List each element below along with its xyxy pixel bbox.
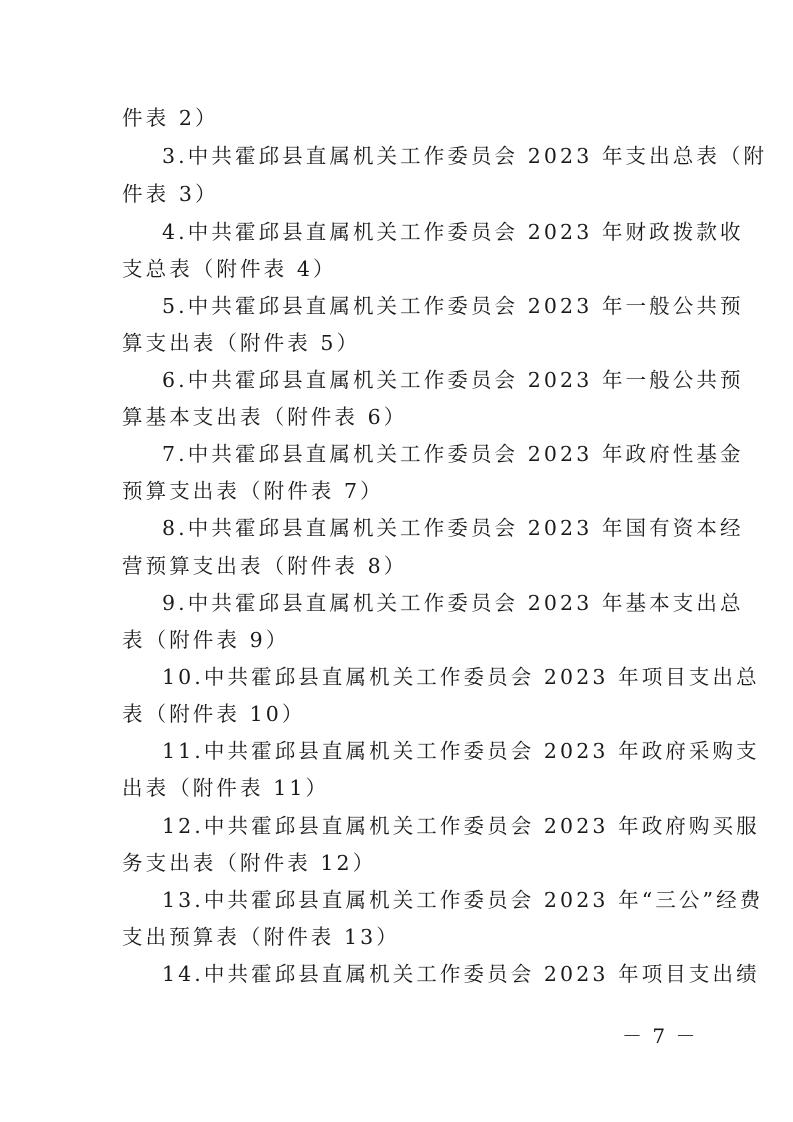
text-line: 14.中共霍邱县直属机关工作委员会 2023 年项目支出绩 (162, 962, 760, 986)
text-line: 5.中共霍邱县直属机关工作委员会 2023 年一般公共预 (162, 294, 744, 318)
text-line: 8.中共霍邱县直属机关工作委员会 2023 年国有资本经 (162, 516, 744, 540)
text-line: 9.中共霍邱县直属机关工作委员会 2023 年基本支出总 (162, 591, 744, 615)
text-line: 表（附件表 10） (122, 702, 306, 726)
text-line: 7.中共霍邱县直属机关工作委员会 2023 年政府性基金 (162, 442, 744, 466)
text-line: 件表 2） (122, 106, 219, 130)
text-line: 算基本支出表（附件表 6） (122, 405, 408, 429)
text-line: 预算支出表（附件表 7） (122, 479, 384, 503)
text-line: 11.中共霍邱县直属机关工作委员会 2023 年政府采购支 (162, 739, 760, 763)
text-line: 算支出表（附件表 5） (122, 331, 361, 355)
text-line: 表（附件表 9） (122, 628, 290, 652)
text-line: 12.中共霍邱县直属机关工作委员会 2023 年政府购买服 (162, 814, 760, 838)
text-line: 13.中共霍邱县直属机关工作委员会 2023 年“三公”经费 (162, 888, 764, 912)
text-line: 4.中共霍邱县直属机关工作委员会 2023 年财政拨款收 (162, 220, 744, 244)
text-line: 营预算支出表（附件表 8） (122, 554, 408, 578)
text-line: 务支出表（附件表 12） (122, 851, 377, 875)
text-line: 6.中共霍邱县直属机关工作委员会 2023 年一般公共预 (162, 368, 744, 392)
text-line: 支总表（附件表 4） (122, 257, 337, 281)
page-number: － 7 － (622, 1024, 698, 1048)
text-line: 10.中共霍邱县直属机关工作委员会 2023 年项目支出总 (162, 665, 760, 689)
text-line: 3.中共霍邱县直属机关工作委员会 2023 年支出总表（附 (162, 144, 768, 168)
text-line: 出表（附件表 11） (122, 776, 330, 800)
text-line: 支出预算表（附件表 13） (122, 925, 400, 949)
text-line: 件表 3） (122, 182, 219, 206)
